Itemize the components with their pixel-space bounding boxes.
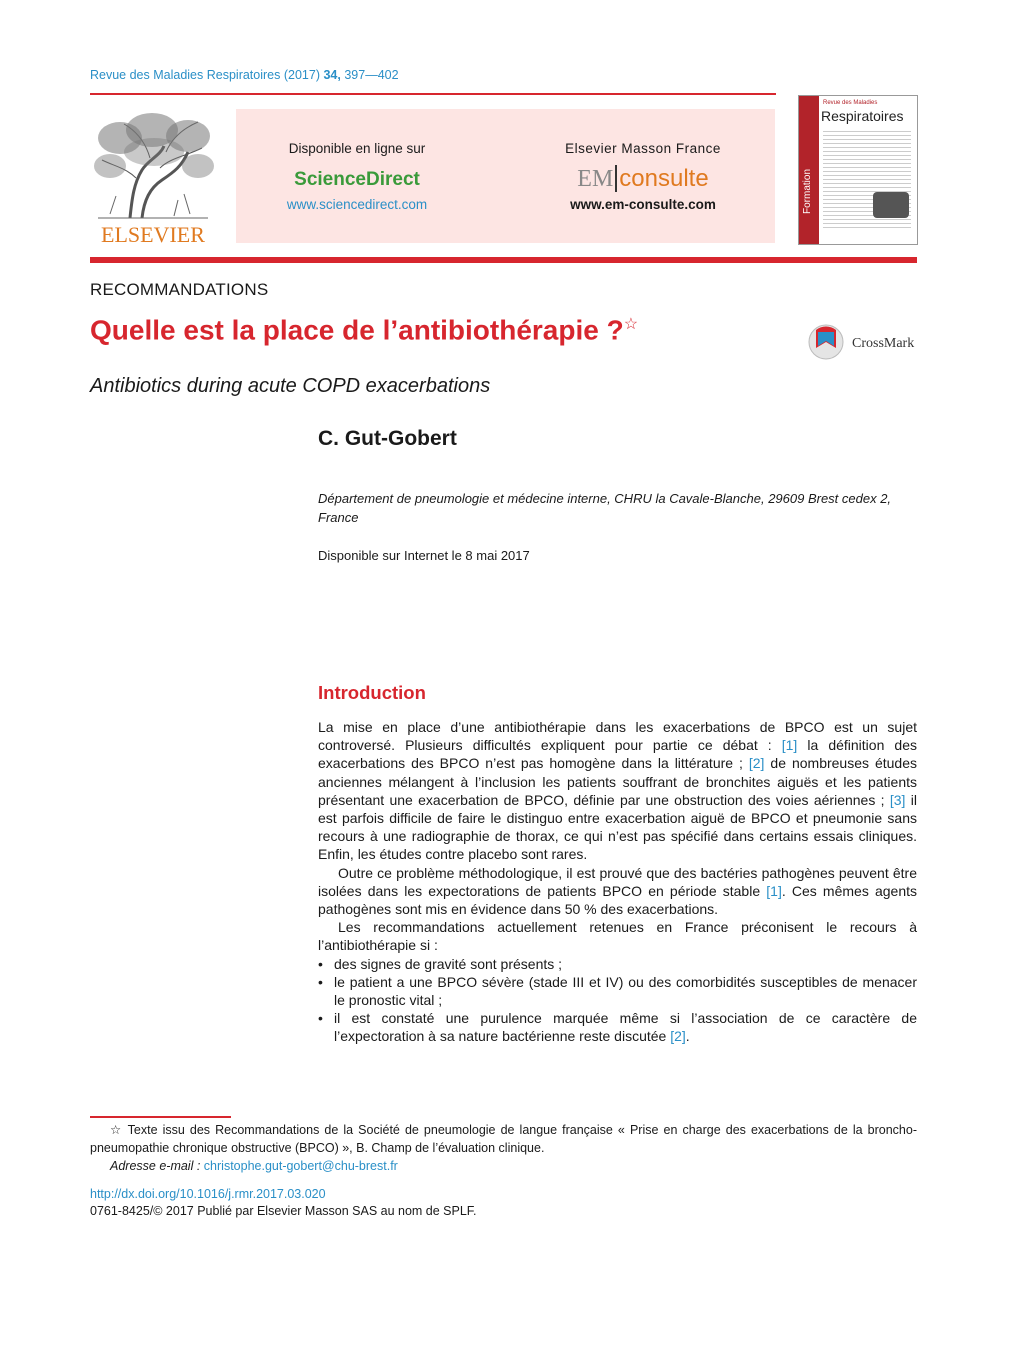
footnote-text [90, 1121, 917, 1157]
crossmark-label: CrossMark [852, 336, 915, 351]
journal-pages: 397—402 [344, 68, 399, 82]
publisher-label: Elsevier Masson France [565, 141, 721, 156]
cover-title: Respiratoires [821, 108, 904, 124]
footnote-rule [90, 1116, 231, 1118]
email-line [90, 1157, 917, 1175]
reference-link[interactable]: [1] [781, 737, 798, 754]
criteria-list [318, 955, 917, 1046]
cover-side-text: Formation [802, 168, 813, 214]
journal-reference [90, 68, 399, 82]
journal-name: Revue des Maladies Respiratoires [90, 68, 281, 82]
title-footnote-mark[interactable]: ☆ [623, 316, 639, 333]
list-item-end: . [685, 1028, 690, 1045]
paragraph-text: . Ces mêmes agents pathogènes sont mis en évidence dans 50 % des exacerbations. [318, 882, 917, 918]
cover-xray-image [873, 192, 909, 218]
journal-year: (2017) [283, 68, 320, 82]
introduction-heading: Introduction [318, 682, 426, 703]
footnote [90, 1121, 917, 1175]
online-date: Disponible sur Internet le 8 mai 2017 [318, 548, 530, 563]
email-label: Adresse e-mail : [110, 1159, 201, 1173]
article-title [90, 314, 638, 346]
reference-link[interactable]: [2] [670, 1028, 686, 1045]
paragraph-text: la définition des exacerbations des BPCO n’est pas homogène dans la littérature ; [318, 737, 917, 772]
doi-link[interactable]: http://dx.doi.org/10.1016/j.rmr.2017.03.020 [90, 1187, 326, 1201]
footnote-mark: ☆ [110, 1123, 123, 1137]
author-name: C. Gut-Gobert [318, 427, 457, 450]
emconsulte-name: consulte [619, 165, 709, 192]
article-subtitle: Antibiotics during acute COPD exacerbations [90, 375, 491, 397]
list-item-text: il est constaté une purulence marquée même si l’association de ce caractère de l’expectoration à sa nature bactérienne reste discutée [334, 1010, 917, 1045]
emconsulte-link[interactable]: www.em-consulte.com [570, 197, 716, 212]
crossmark-icon [809, 325, 843, 359]
paragraph-text: il est parfois difficile de faire le distinguo entre exacerbation aiguë de BPCO et pneumonie sans recours à une radiographie de thorax, ce qui n’est pas spécifié dans certains essais cliniques. Enfin, les études contre placebo sont rares. [318, 791, 917, 863]
article-title-text: Quelle est la place de l’antibiothérapie ? [90, 314, 624, 346]
emconsulte-em: EM [577, 166, 614, 192]
section-label: RECOMMANDATIONS [90, 280, 269, 299]
paragraph-text: Outre ce problème méthodologique, il est prouvé que des bactéries pathogènes peuvent être isolées dans les expectorations de patients BPCO en période stable [318, 864, 917, 899]
sciencedirect-logo: ScienceDirect [294, 169, 420, 190]
paragraph-2 [318, 864, 917, 919]
paragraph-3: Les recommandations actuellement retenues en France préconisent le recours à l’antibiothérapie si : [318, 919, 917, 954]
paragraph-text: de nombreuses études anciennes mélangent à l’inclusion les patients souffrant de bronchites aiguës et les patients présentant une exacerbation de BPCO, définie par une obstruction des voies aériennes ; [318, 755, 917, 808]
footnote-body: Texte issu des Recommandations de la Société de pneumologie de langue française « Prise en charge des exacerbations de la broncho-pneumopathie chronique obstructive (BPCO) », B. Champ de l’évaluation clinique. [90, 1123, 917, 1155]
reference-link[interactable]: [1] [766, 882, 782, 899]
paragraph-text: La mise en place d’une antibiothérapie dans les exacerbations de BPCO est un sujet controversé. Plusieurs difficultés expliquent pour partie ce débat : [318, 719, 917, 754]
paragraph-1 [318, 718, 917, 864]
journal-cover [798, 95, 918, 245]
elsevier-tree-icon [90, 108, 216, 246]
emconsulte-logo [528, 165, 758, 193]
elsevier-wordmark: ELSEVIER [101, 222, 205, 246]
reference-link[interactable]: [2] [748, 755, 765, 772]
top-rule [90, 93, 776, 95]
crossmark-button[interactable] [808, 320, 920, 364]
journal-volume: 34, [323, 68, 341, 82]
cover-small-title: Revue des Maladies [823, 100, 878, 106]
email-link[interactable]: christophe.gut-gobert@chu-brest.fr [203, 1159, 398, 1173]
elsevier-logo [90, 108, 216, 246]
list-item [318, 1009, 917, 1045]
availability-banner [236, 109, 775, 243]
online-label: Disponible en ligne sur [288, 141, 426, 156]
introduction-body [318, 718, 917, 1046]
author-affiliation: Département de pneumologie et médecine interne, CHRU la Cavale-Blanche, 29609 Brest cedex 2, France [318, 491, 892, 525]
copyright: 0761-8425/© 2017 Publié par Elsevier Masson SAS au nom de SPLF. [90, 1204, 477, 1218]
header-rule [90, 257, 917, 263]
reference-link[interactable]: [3] [889, 791, 906, 808]
list-item: • le patient a une BPCO sévère (stade III et IV) ou des comorbidités susceptibles de menacer le pronostic vital ; [318, 973, 917, 1009]
sciencedirect-link[interactable]: www.sciencedirect.com [286, 197, 428, 212]
list-item: • des signes de gravité sont présents ; [318, 955, 917, 973]
